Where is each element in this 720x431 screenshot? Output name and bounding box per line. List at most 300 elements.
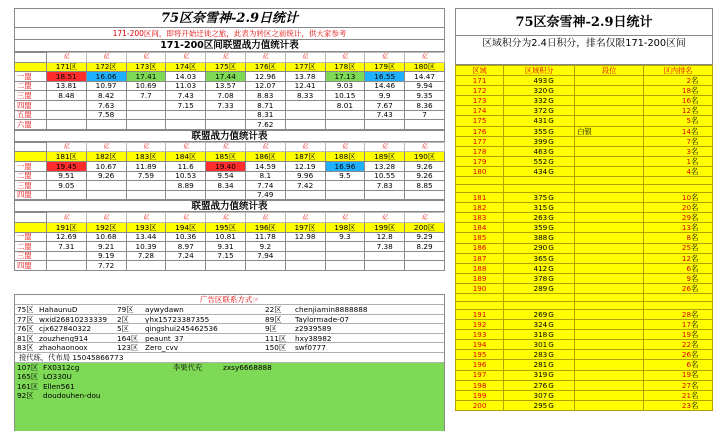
rank-value: 5	[686, 116, 692, 126]
zone-score	[504, 213, 575, 223]
power-value: 8.48	[46, 91, 86, 101]
rank-suffix: 名	[691, 166, 699, 176]
zone-id: 196	[456, 360, 504, 370]
rank-suffix: 名	[691, 370, 699, 380]
power-value: 8.97	[166, 242, 206, 252]
unit-label: 亿	[325, 213, 365, 223]
score-grade: G	[548, 223, 554, 233]
power-value: 9.05	[46, 181, 86, 191]
rank-value: 6	[686, 263, 692, 273]
tier	[575, 223, 644, 233]
unit-label: 亿	[206, 53, 246, 63]
score-grade: G	[548, 213, 554, 223]
tier	[575, 96, 644, 106]
zone-id: 200	[456, 400, 504, 410]
power-value	[285, 120, 325, 130]
ad-cell: Taylormade-07	[295, 314, 350, 324]
stats-table-181-190	[14, 142, 445, 201]
zone-score	[504, 273, 575, 283]
rank-value: 20	[681, 203, 692, 213]
rank-value: 9	[686, 273, 692, 283]
rank-suffix: 名	[691, 273, 699, 283]
zone-header: 190区	[405, 152, 445, 162]
ad-cell: hxy38982	[295, 333, 332, 343]
rank-suffix: 名	[691, 320, 699, 329]
gap-cell	[575, 185, 644, 193]
rank-suffix: 名	[691, 350, 699, 360]
power-value: 7.24	[166, 251, 206, 261]
rank-suffix: 名	[691, 203, 699, 213]
score-grade: G	[548, 233, 554, 243]
stats-table-171-180	[14, 52, 445, 130]
rank-suffix: 名	[691, 330, 699, 340]
zone-id: 179	[456, 156, 504, 166]
power-value: 10.68	[86, 232, 126, 242]
zone-score	[504, 340, 575, 350]
gap-cell	[644, 185, 713, 193]
power-value: 9.31	[206, 242, 246, 252]
zone-id: 184	[456, 223, 504, 233]
power-value	[325, 242, 365, 252]
ad-cell: z2939589	[295, 324, 332, 333]
rank-suffix: 名	[691, 263, 699, 273]
score-value: 295	[533, 400, 548, 410]
tier	[575, 320, 644, 330]
power-value: 10.55	[365, 171, 405, 181]
gap-cell	[456, 301, 504, 309]
zone-score	[504, 400, 575, 410]
power-value	[46, 120, 86, 130]
power-value	[325, 110, 365, 120]
power-value	[325, 251, 365, 261]
power-value	[126, 100, 166, 110]
power-value	[365, 190, 405, 200]
zone-id: 199	[456, 390, 504, 400]
power-value: 10.97	[86, 81, 126, 91]
power-value: 10.53	[166, 171, 206, 181]
rank-value: 25	[681, 243, 692, 253]
tier	[575, 203, 644, 213]
unit-label: 亿	[46, 53, 86, 63]
tier	[575, 273, 644, 283]
power-value	[126, 190, 166, 200]
zone-header: 194区	[166, 222, 206, 232]
ad-row	[15, 315, 444, 325]
rank-value: 13	[681, 223, 692, 233]
power-value	[86, 120, 126, 130]
zone-id: 176	[456, 126, 504, 136]
rank-cell	[644, 263, 713, 273]
unit-label: 亿	[86, 213, 126, 223]
corner-cell	[15, 213, 47, 223]
rank-suffix: 名	[691, 86, 699, 96]
ad-cell: 9区	[265, 324, 277, 333]
power-value	[206, 120, 246, 130]
zone-header: 193区	[126, 222, 166, 232]
score-value: 372	[533, 106, 548, 116]
score-value: 283	[533, 350, 548, 360]
ad-cell: 2区	[117, 314, 129, 324]
ad-cell: 83区	[17, 343, 34, 352]
zone-header: 197区	[285, 222, 325, 232]
zone-id: 197	[456, 370, 504, 380]
ad-cell: 150区	[265, 343, 287, 352]
rank-cell	[644, 320, 713, 330]
power-value: 17.13	[325, 72, 365, 82]
ad-cell: 111区	[265, 333, 287, 343]
zone-score	[504, 223, 575, 233]
power-value: 12.96	[245, 72, 285, 82]
rank-cell	[644, 253, 713, 263]
score-value: 276	[533, 380, 548, 390]
zone-score	[504, 116, 575, 126]
zone-id: 189	[456, 273, 504, 283]
power-value: 8.71	[245, 100, 285, 110]
zone-id: 198	[456, 380, 504, 390]
power-value: 12.07	[245, 81, 285, 91]
rank-suffix: 名	[691, 340, 699, 350]
power-value: 9.5	[325, 171, 365, 181]
unit-label: 亿	[46, 213, 86, 223]
score-grade: G	[548, 400, 554, 410]
ad-cell: swf0777	[295, 343, 326, 352]
unit-label: 亿	[46, 142, 86, 152]
ad-extra-row	[15, 372, 444, 382]
power-value: 17.44	[206, 72, 246, 82]
zone-score	[504, 309, 575, 319]
power-value: 8.89	[166, 181, 206, 191]
power-value	[126, 181, 166, 191]
alliance-label: 四盟	[15, 261, 47, 271]
power-value: 14.59	[245, 161, 285, 171]
ads-title: 广告区联系方式☞	[15, 295, 444, 305]
zone-header: 174区	[166, 62, 206, 72]
ad-cell: 123区	[117, 343, 139, 352]
zone-header: 173区	[126, 62, 166, 72]
power-value: 11.89	[126, 161, 166, 171]
power-value: 14.47	[405, 72, 445, 82]
ad-extra-row	[15, 391, 444, 401]
power-value: 12.19	[285, 161, 325, 171]
score-grade: G	[548, 96, 554, 106]
power-value: 10.36	[166, 232, 206, 242]
ad-cell	[341, 382, 421, 392]
unit-label: 亿	[405, 142, 445, 152]
zone-header: 179区	[365, 62, 405, 72]
tier	[575, 76, 644, 86]
tier	[575, 360, 644, 370]
ads-filler	[15, 401, 444, 431]
gap-cell	[504, 177, 575, 185]
score-grade: G	[548, 350, 554, 360]
tier	[575, 390, 644, 400]
ad-cell: 76区	[17, 324, 34, 333]
rank-cell	[644, 370, 713, 380]
zone-score	[504, 86, 575, 96]
tier	[575, 136, 644, 146]
power-value: 16.96	[325, 161, 365, 171]
rank-value: 17	[681, 320, 692, 329]
unit-label: 亿	[126, 53, 166, 63]
rank-cell	[644, 136, 713, 146]
rank-cell	[644, 273, 713, 283]
power-value	[285, 100, 325, 110]
score-grade: G	[548, 390, 554, 400]
score-value: 332	[533, 96, 548, 106]
rank-suffix: 名	[691, 243, 699, 253]
zone-score	[504, 283, 575, 293]
power-value	[405, 251, 445, 261]
zone-score	[504, 166, 575, 176]
zone-header: 180区	[405, 62, 445, 72]
power-value: 7.43	[365, 110, 405, 120]
ad-cell	[131, 382, 171, 392]
unit-label: 亿	[166, 142, 206, 152]
gap-cell	[456, 293, 504, 301]
score-grade: G	[548, 360, 554, 370]
ad-cell: zouzheng914	[39, 333, 89, 343]
tier	[575, 263, 644, 273]
score-value: 365	[533, 253, 548, 263]
power-value: 11.03	[166, 81, 206, 91]
ads-rows	[15, 305, 444, 431]
power-value: 17.41	[126, 72, 166, 82]
power-value: 8.01	[325, 100, 365, 110]
corner-cell	[15, 142, 47, 152]
rank-value: 12	[681, 106, 692, 116]
rank-cell	[644, 193, 713, 203]
zone-score	[504, 243, 575, 253]
power-value	[285, 190, 325, 200]
score-value: 359	[533, 223, 548, 233]
power-value	[46, 251, 86, 261]
zone-id: 183	[456, 213, 504, 223]
power-value: 11.78	[245, 232, 285, 242]
score-value: 399	[533, 136, 548, 146]
rank-value: 29	[681, 213, 692, 223]
zone-score	[504, 350, 575, 360]
score-grade: G	[548, 380, 554, 390]
score-value: 463	[533, 146, 548, 156]
power-value: 7.15	[166, 100, 206, 110]
zone-id: 190	[456, 283, 504, 293]
power-value: 9.26	[405, 161, 445, 171]
ad-cell	[221, 372, 341, 382]
score-grade: G	[548, 370, 554, 380]
zone-score	[504, 76, 575, 86]
score-value: 269	[533, 309, 548, 319]
ad-cell	[341, 372, 421, 382]
power-value: 8.36	[405, 100, 445, 110]
ad-cell	[131, 391, 171, 401]
zone-header: 191区	[46, 222, 86, 232]
unit-label: 亿	[365, 53, 405, 63]
ad-cell: cjx627840322	[39, 324, 92, 333]
power-value	[365, 120, 405, 130]
tier	[575, 193, 644, 203]
zone-id: 185	[456, 233, 504, 243]
rank-cell	[644, 309, 713, 319]
zone-score	[504, 263, 575, 273]
power-value	[245, 261, 285, 271]
power-value: 7.33	[206, 100, 246, 110]
power-value: 7.94	[245, 251, 285, 261]
rank-suffix: 名	[691, 390, 699, 400]
unit-label: 亿	[405, 213, 445, 223]
power-value	[46, 110, 86, 120]
zone-id: 175	[456, 116, 504, 126]
ad-cell	[341, 391, 421, 401]
power-value: 7.49	[245, 190, 285, 200]
power-value: 18.51	[46, 72, 86, 82]
power-value: 7	[405, 110, 445, 120]
rank-value: 3	[686, 146, 692, 156]
unit-label: 亿	[365, 142, 405, 152]
rank-cell	[644, 166, 713, 176]
zone-score	[504, 320, 575, 330]
ad-row	[15, 343, 444, 353]
power-value: 9.96	[285, 171, 325, 181]
zone-score	[504, 330, 575, 340]
section2-title: 联盟战力值统计表	[14, 130, 445, 142]
gap-cell	[575, 177, 644, 185]
tier	[575, 400, 644, 410]
ad-cell: doudouhen-dou	[43, 391, 101, 401]
rank-value: 8	[686, 233, 692, 243]
rank-value: 21	[681, 390, 692, 400]
rank-cell	[644, 86, 713, 96]
score-value: 320	[533, 86, 548, 96]
power-value: 12.8	[365, 232, 405, 242]
alliance-label: 三盟	[15, 91, 47, 101]
power-value: 10.39	[126, 242, 166, 252]
rank-cell	[644, 96, 713, 106]
power-value: 9.54	[206, 171, 246, 181]
zone-header: 177区	[285, 62, 325, 72]
ad-cell: 165区	[17, 372, 39, 382]
zone-id: 192	[456, 320, 504, 330]
zone-score	[504, 370, 575, 380]
rank-cell	[644, 330, 713, 340]
power-value: 9.21	[86, 242, 126, 252]
rank-suffix: 名	[691, 146, 699, 156]
tier	[575, 213, 644, 223]
ad-cell	[221, 382, 341, 392]
power-value	[166, 120, 206, 130]
power-value	[325, 190, 365, 200]
power-value: 7.7	[126, 91, 166, 101]
alliance-label: 三盟	[15, 251, 47, 261]
power-value: 13.28	[365, 161, 405, 171]
score-grade: G	[548, 86, 554, 96]
rank-cell	[644, 213, 713, 223]
power-value	[285, 251, 325, 261]
tier	[575, 116, 644, 126]
ad-cell: 81区	[17, 333, 34, 343]
score-grade: G	[548, 263, 554, 273]
power-value	[405, 261, 445, 271]
zone-score	[504, 156, 575, 166]
ad-cell: 161区	[17, 381, 39, 391]
power-value	[206, 190, 246, 200]
zone-score	[504, 360, 575, 370]
zone-header: 178区	[325, 62, 365, 72]
unit-label: 亿	[206, 213, 246, 223]
rank-cell	[644, 400, 713, 410]
unit-label: 亿	[166, 213, 206, 223]
alliance-label: 二盟	[15, 242, 47, 252]
power-value	[126, 120, 166, 130]
rank-value: 10	[681, 192, 692, 202]
zone-header: 185区	[206, 152, 246, 162]
power-value: 7.31	[46, 242, 86, 252]
power-value	[206, 110, 246, 120]
power-value	[285, 110, 325, 120]
ad-cell: qingshui245462536	[145, 324, 218, 333]
unit-label: 亿	[245, 213, 285, 223]
power-value: 8.1	[245, 171, 285, 181]
zone-id: 186	[456, 243, 504, 253]
rank-suffix: 名	[691, 126, 699, 136]
power-value: 7.08	[206, 91, 246, 101]
unit-label: 亿	[126, 213, 166, 223]
unit-label: 亿	[285, 53, 325, 63]
score-grade: G	[548, 330, 554, 340]
corner-cell	[15, 53, 47, 63]
tier	[575, 146, 644, 156]
power-value: 7.74	[245, 181, 285, 191]
power-value	[126, 110, 166, 120]
tier	[575, 283, 644, 293]
power-value: 10.15	[325, 91, 365, 101]
power-value: 9.51	[46, 171, 86, 181]
rank-cell	[644, 390, 713, 400]
power-value: 7.43	[166, 91, 206, 101]
power-value: 13.78	[285, 72, 325, 82]
gap-cell	[456, 185, 504, 193]
ad-cell	[221, 391, 341, 401]
score-value: 290	[533, 243, 548, 253]
score-value: 263	[533, 213, 548, 223]
score-value: 493	[533, 76, 548, 86]
power-value	[46, 190, 86, 200]
power-value	[206, 261, 246, 271]
zone-header: 188区	[325, 152, 365, 162]
rank-suffix: 名	[691, 116, 699, 126]
rank-suffix: 名	[691, 156, 699, 166]
rank-cell	[644, 223, 713, 233]
ad-cell: aywydawn	[145, 305, 184, 314]
rank-suffix: 名	[691, 96, 699, 106]
power-value	[285, 242, 325, 252]
power-value: 7.63	[86, 100, 126, 110]
alliance-label: 一盟	[15, 161, 47, 171]
ad-cell: peaunt_37	[145, 333, 184, 343]
score-grade: G	[548, 156, 554, 166]
zone-score	[504, 126, 575, 136]
power-value: 7.42	[285, 181, 325, 191]
ad-cell: 77区	[17, 314, 34, 324]
alliance-label: 六盟	[15, 120, 47, 130]
column-header: 区内排名	[644, 66, 713, 76]
right-panel	[455, 8, 713, 426]
ad-cell	[171, 391, 221, 401]
zone-score-table	[455, 65, 713, 411]
ad-cell: zxsy6668888	[223, 362, 272, 372]
rank-cell	[644, 203, 713, 213]
zone-id: 182	[456, 203, 504, 213]
power-value: 7.62	[245, 120, 285, 130]
